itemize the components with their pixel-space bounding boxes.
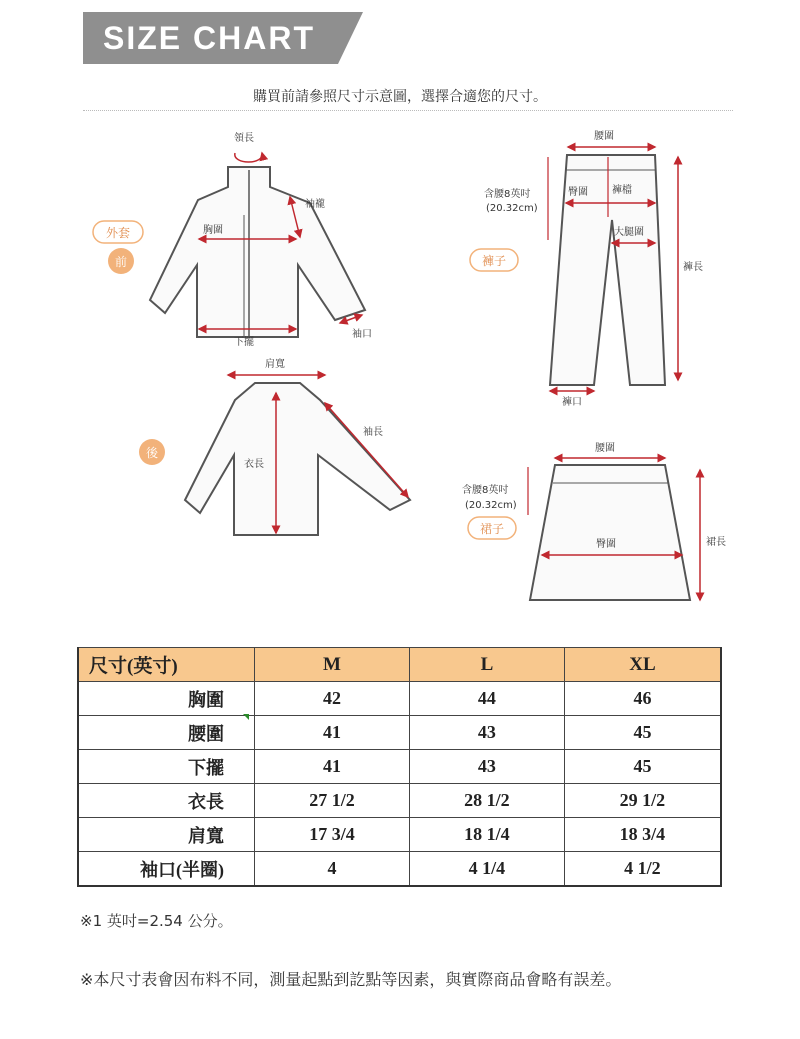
skirt-length-label: 裙長 xyxy=(706,537,726,548)
cell-value: 43 xyxy=(409,716,564,750)
pants-length-label: 褲長 xyxy=(683,262,703,273)
pants-note-2: (20.32cm) xyxy=(486,203,538,214)
skirt-drawing xyxy=(530,465,690,600)
pants-note-1: 含腰8英吋 xyxy=(484,189,531,200)
jacket-tag xyxy=(93,221,143,243)
back-tag xyxy=(139,439,165,465)
instruction-text: 購買前請參照尺寸示意圖，選擇合適您的尺寸。 xyxy=(253,89,547,105)
row-label: 下擺 xyxy=(78,750,255,784)
thigh-label: 大腿圍 xyxy=(614,227,644,238)
svg-text:裙子: 裙子 xyxy=(479,522,505,536)
size-table xyxy=(77,647,722,887)
skirt-note-2: (20.32cm) xyxy=(465,500,517,511)
size-diagram xyxy=(0,115,800,615)
skirt-hip-label: 臀圍 xyxy=(596,539,616,550)
shoulder-label: 肩寬 xyxy=(265,359,285,370)
sleeve-length-label: 袖長 xyxy=(363,427,383,438)
jacket-back-drawing xyxy=(185,383,410,535)
cell-value: 18 3/4 xyxy=(564,818,721,852)
header-size-m: M xyxy=(255,648,410,682)
row-label: 衣長 xyxy=(78,784,255,818)
svg-text:褲子: 褲子 xyxy=(481,254,507,268)
front-tag xyxy=(108,248,134,274)
cell-value: 17 3/4 xyxy=(255,818,410,852)
table-row xyxy=(78,716,721,750)
table-row xyxy=(78,852,721,887)
unit-conversion-note: ※1 英吋=2.54 公分。 xyxy=(80,912,233,930)
disclaimer-note: ※本尺寸表會因布料不同，測量起點到訖點等因素，與實際商品會略有誤差。 xyxy=(80,970,622,989)
rise-label: 褲檔 xyxy=(612,185,632,196)
cell-value: 41 xyxy=(255,750,410,784)
collar-arrow xyxy=(235,153,262,162)
cell-value: 4 1/4 xyxy=(409,852,564,887)
cell-value: 42 xyxy=(255,682,410,716)
cell-value: 41 xyxy=(255,716,410,750)
size-chart-banner xyxy=(83,12,363,64)
cell-value: 4 xyxy=(255,852,410,887)
cell-value: 28 1/2 xyxy=(409,784,564,818)
cell-value: 29 1/2 xyxy=(564,784,721,818)
cell-value: 45 xyxy=(564,750,721,784)
body-length-label: 衣長 xyxy=(244,459,264,470)
pants-tag xyxy=(470,249,518,271)
table-row xyxy=(78,818,721,852)
cell-value: 46 xyxy=(564,682,721,716)
cell-value: 27 1/2 xyxy=(255,784,410,818)
cell-value: 43 xyxy=(409,750,564,784)
row-label: 胸圍 xyxy=(78,682,255,716)
skirt-waist-label: 腰圍 xyxy=(595,443,615,454)
jacket-front-drawing xyxy=(150,167,365,337)
leg-opening-label: 褲口 xyxy=(562,397,582,408)
cuff-label: 袖口 xyxy=(352,329,372,340)
cell-comment-marker xyxy=(243,714,249,720)
header-size-l: L xyxy=(409,648,564,682)
header-size-xl: XL xyxy=(564,648,721,682)
table-row xyxy=(78,750,721,784)
skirt-tag xyxy=(468,517,516,539)
row-label: 肩寬 xyxy=(78,818,255,852)
svg-text:外套: 外套 xyxy=(105,226,131,240)
banner-title: SIZE CHART xyxy=(103,20,315,56)
header-size-unit: 尺寸(英寸) xyxy=(78,648,255,682)
table-row xyxy=(78,784,721,818)
hem-label: 下擺 xyxy=(234,337,254,348)
table-header-row xyxy=(78,648,721,682)
table-row xyxy=(78,682,721,716)
chest-label: 胸圍 xyxy=(203,225,223,236)
cell-value: 18 1/4 xyxy=(409,818,564,852)
row-label: 袖口(半圈) xyxy=(78,852,255,887)
svg-text:後: 後 xyxy=(145,446,159,460)
pants-waist-label: 腰圍 xyxy=(594,131,614,142)
skirt-note-1: 含腰8英吋 xyxy=(462,485,509,496)
collar-label: 領長 xyxy=(234,133,254,144)
row-label: 腰圍 xyxy=(78,716,255,750)
cell-value: 45 xyxy=(564,716,721,750)
svg-text:前: 前 xyxy=(114,255,128,269)
cell-value: 4 1/2 xyxy=(564,852,721,887)
hip-label: 臀圍 xyxy=(568,187,588,198)
divider xyxy=(83,110,733,111)
armhole-label: 袖襱 xyxy=(305,199,325,210)
cell-value: 44 xyxy=(409,682,564,716)
